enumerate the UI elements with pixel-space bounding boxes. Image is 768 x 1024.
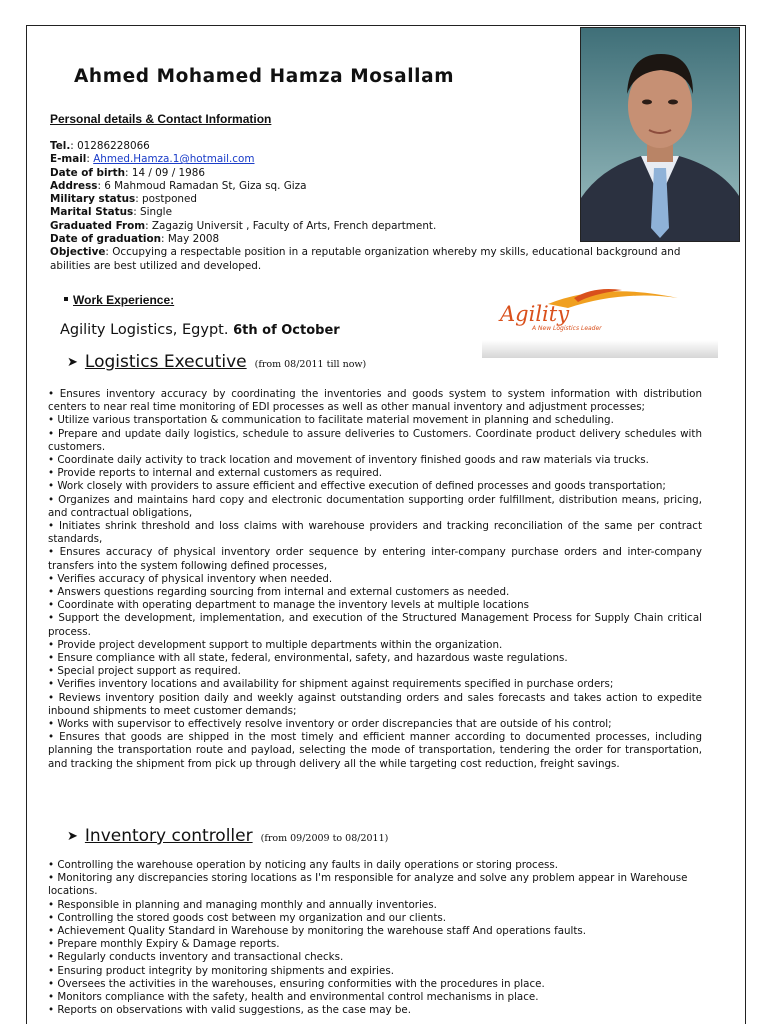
bullet-item: • Prepare monthly Expiry & Damage reports.	[48, 938, 280, 951]
bullet-dot-icon: •	[48, 467, 58, 480]
bullet-dot-icon: •	[48, 652, 58, 665]
bullet-item: • Ensures accuracy of physical inventory order sequence by entering inter-company purchase orders and inter-company transfers into the system following defined processes,	[48, 546, 702, 572]
bullet-item: • Controlling the stored goods cost between my organization and our clients.	[48, 911, 446, 924]
bullet-dot-icon: •	[48, 691, 59, 704]
detail-address: Address: 6 Mahmoud Ramadan St, Giza sq. Giza	[50, 179, 307, 192]
bullet-item: • Regularly conducts inventory and transactional checks.	[48, 951, 344, 964]
bullet-item: • Provide reports to internal and external customers as required.	[48, 467, 383, 480]
role-heading-inventory-controller: ➤ Inventory controller (from 09/2009 to 08/2011)	[67, 826, 389, 846]
bullet-item: • Answers questions regarding sourcing from internal and external customers as needed.	[48, 586, 510, 599]
bullet-dot-icon: •	[48, 388, 60, 400]
logo-wordmark: Agility	[500, 302, 570, 326]
bullet-dot-icon: •	[48, 572, 58, 585]
role-bullets-logistics-executive	[48, 388, 702, 771]
arrow-right-icon: ➤	[67, 355, 78, 370]
bullet-item: • Organizes and maintains hard copy and electronic documentation supporting order fulfillment, distribution means, pricing, and contractual obligations,	[48, 493, 702, 519]
bullet-dot-icon: •	[48, 665, 58, 678]
bullet-dot-icon: •	[48, 911, 58, 924]
bullet-item: • Ensure compliance with all state, federal, environmental, safety, and hazardous waste regulations.	[48, 652, 568, 665]
bullet-dot-icon: •	[48, 938, 58, 951]
bullet-dot-icon: •	[48, 586, 58, 599]
detail-dob: Date of birth: 14 / 09 / 1986	[50, 166, 205, 179]
bullet-item: • Oversees the activities in the warehouses, ensuring conformities with the procedures in place.	[48, 977, 545, 990]
bullet-dot-icon: •	[48, 638, 58, 651]
detail-tel: Tel.: 01286228066	[50, 140, 150, 152]
bullet-dot-icon: •	[48, 599, 58, 612]
bullet-item: • Monitoring any discrepancies storing locations as I'm responsible for analyze and solve any problem appear in Warehouse locations.	[48, 872, 688, 898]
bullet-item: • Special project support as required.	[48, 665, 241, 678]
detail-military: Military status: postponed	[50, 193, 198, 206]
bullet-item: • Support the development, implementation, and execution of the Structured Management Process for Supply Chain critical process.	[48, 612, 702, 638]
bullet-dot-icon: •	[48, 427, 59, 440]
bullet-dot-icon: •	[48, 1004, 58, 1017]
work-experience-heading: Work Experience:	[64, 293, 174, 307]
personal-details-heading: Personal details & Contact Information	[50, 112, 272, 126]
bullet-dot-icon: •	[48, 493, 59, 506]
square-bullet-icon	[64, 297, 68, 301]
bullet-item: • Ensuring product integrity by monitoring shipments and expiries.	[48, 964, 394, 977]
bullet-item: • Controlling the warehouse operation by noticing any faults in daily operations or storing process.	[48, 859, 559, 871]
bullet-item: • Work closely with providers to assure efficient and effective execution of defined processes and goods transportation;	[48, 480, 666, 493]
bullet-dot-icon: •	[48, 520, 59, 533]
bullet-item: • Prepare and update daily logistics, schedule to assure deliveries to Customers. Coordinate product delivery schedules with customers.	[48, 427, 702, 453]
bullet-dot-icon: •	[48, 991, 58, 1004]
email-link[interactable]: Ahmed.Hamza.1@hotmail.com	[93, 153, 255, 166]
bullet-item: • Monitors compliance with the safety, health and environmental control mechanisms in place.	[48, 991, 539, 1004]
bullet-item: • Coordinate with operating department to manage the inventory levels at multiple locations	[48, 599, 529, 612]
bullet-item: • Reviews inventory position daily and weekly against outstanding orders and sales forecasts and takes action to expedite inbound shipments to meet customer demands;	[48, 691, 702, 717]
role-heading-logistics-executive: ➤ Logistics Executive (from 08/2011 till now)	[67, 352, 367, 372]
bullet-dot-icon: •	[48, 454, 58, 467]
bullet-item: • Utilize various transportation & communication to facilitate material movement in planning and scheduling.	[48, 414, 614, 427]
bullet-item: • Coordinate daily activity to track location and movement of inventory finished goods and raw materials via trucks.	[48, 454, 649, 467]
detail-graduation: Date of graduation: May 2008	[50, 233, 220, 246]
bullet-dot-icon: •	[48, 731, 60, 744]
personal-details	[50, 140, 710, 273]
arrow-right-icon: ➤	[67, 829, 78, 844]
detail-graduated: Graduated From: Zagazig Universit , Faculty of Arts, French department.	[50, 219, 437, 232]
agility-logo	[482, 276, 718, 360]
bullet-dot-icon: •	[48, 718, 58, 731]
bullet-dot-icon: •	[48, 872, 58, 885]
bullet-dot-icon: •	[48, 414, 58, 427]
bullet-item: • Verifies accuracy of physical inventory when needed.	[48, 572, 333, 585]
bullet-item: • Responsible in planning and managing monthly and annually inventories.	[48, 898, 437, 911]
candidate-name: Ahmed Mohamed Hamza Mosallam	[74, 66, 455, 87]
bullet-item: • Reports on observations with valid suggestions, as the case may be.	[48, 1004, 412, 1017]
detail-objective: Objective: Occupying a respectable position in a reputable organization whereby my skills, educational background and abilities are best utilized and developed.	[50, 246, 681, 272]
bullet-item: • Provide project development support to multiple departments within the organization.	[48, 638, 503, 651]
bullet-dot-icon: •	[48, 925, 58, 938]
bullet-dot-icon: •	[48, 964, 58, 977]
bullet-item: • Ensures that goods are shipped in the most timely and efficient manner according to documented processes, including planning the transportation route and payload, selecting the mode of transportation, tendering the order for transportation, and tracking the shipment from pick up through delivery all the while targeting cost reduction, freight savings.	[48, 731, 702, 770]
bullet-item: • Ensures inventory accuracy by coordinating the inventories and goods system to system information with distribution centers to near real time monitoring of EDI processes as well as other manual inventory and adjustment processes;	[48, 388, 702, 414]
bullet-dot-icon: •	[48, 859, 58, 871]
detail-email: E-mail: Ahmed.Hamza.1@hotmail.com	[50, 153, 255, 166]
role-bullets-inventory-controller	[48, 859, 702, 1017]
bullet-item: • Verifies inventory locations and availability for shipment against requirements specified in purchase orders;	[48, 678, 614, 691]
bullet-dot-icon: •	[48, 546, 60, 559]
logo-tagline: A New Logistics Leader	[532, 325, 602, 332]
bullet-dot-icon: •	[48, 951, 58, 964]
bullet-dot-icon: •	[48, 612, 59, 625]
bullet-item: • Achievement Quality Standard in Warehouse by monitoring the warehouse staff And operations faults.	[48, 925, 587, 938]
bullet-dot-icon: •	[48, 480, 58, 493]
bullet-dot-icon: •	[48, 678, 58, 691]
bullet-item: • Initiates shrink threshold and loss claims with warehouse providers and tracking reconciliation of the same per contract standards,	[48, 520, 702, 546]
bullet-dot-icon: •	[48, 977, 58, 990]
detail-marital: Marital Status: Single	[50, 206, 172, 219]
bullet-dot-icon: •	[48, 898, 58, 911]
company-line: Agility Logistics, Egypt. 6th of October	[60, 322, 340, 338]
bullet-item: • Works with supervisor to effectively resolve inventory or order discrepancies that are outside of his control;	[48, 718, 612, 731]
